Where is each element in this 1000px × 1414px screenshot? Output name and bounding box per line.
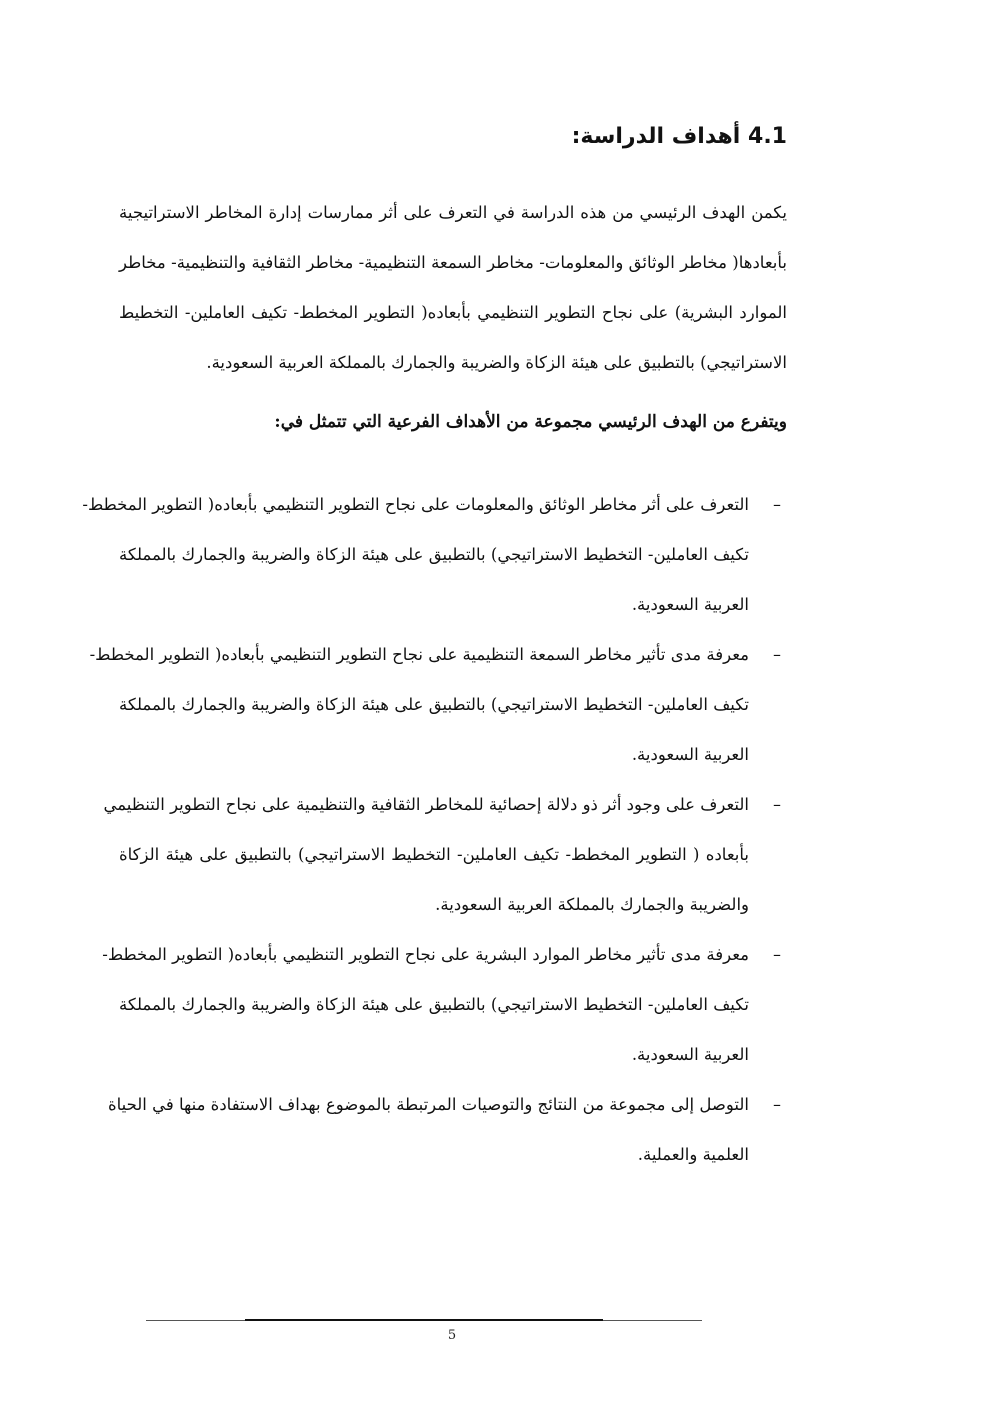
- objective-line: معرفة مدى تأثير مخاطر السمعة التنظيمية على نجاح التطوير التنظيمي بأبعاده( التطوير المخطط-: [89, 645, 749, 664]
- intro-line: الموارد البشرية) على نجاح التطوير التنظيمي بأبعاده( التطوير المخطط- تكيف العاملين- التخطيط: [119, 303, 787, 322]
- section-heading: 4.1 أهداف الدراسة:: [571, 124, 787, 149]
- objective-item: [82, 480, 787, 630]
- objective-line: تكيف العاملين- التخطيط الاستراتيجي) بالتطبيق على هيئة الزكاة والضريبة والجمارك بالمملكة: [119, 545, 749, 564]
- objectives-list: [82, 480, 787, 1180]
- dash-bullet-icon: –: [773, 1095, 781, 1114]
- dash-bullet-icon: –: [773, 645, 781, 664]
- objective-line: العلمية والعملية.: [637, 1145, 749, 1164]
- intro-line: يكمن الهدف الرئيسي من هذه الدراسة في التعرف على أثر ممارسات إدارة المخاطر الاستراتيجية: [119, 203, 787, 222]
- objective-line: تكيف العاملين- التخطيط الاستراتيجي) بالتطبيق على هيئة الزكاة والضريبة والجمارك بالمملكة: [119, 695, 749, 714]
- objective-line: والضريبة والجمارك بالمملكة العربية السعودية.: [435, 895, 749, 914]
- objective-line: العربية السعودية.: [631, 1045, 749, 1064]
- intro-line: الاستراتيجي) بالتطبيق على هيئة الزكاة والضريبة والجمارك بالمملكة العربية السعودية.: [206, 353, 787, 372]
- objective-line: التوصل إلى مجموعة من النتائج والتوصيات المرتبطة بالموضوع بهداف الاستفادة منها في الحياة: [107, 1095, 749, 1114]
- dash-bullet-icon: –: [773, 795, 781, 814]
- dash-bullet-icon: –: [773, 495, 781, 514]
- dash-bullet-icon: –: [773, 945, 781, 964]
- objective-line: بأبعاده ( التطوير المخطط- تكيف العاملين- التخطيط الاستراتيجي) بالتطبيق على هيئة الزكاة: [119, 845, 749, 864]
- footer-divider-accent: [245, 1319, 603, 1321]
- objective-line: العربية السعودية.: [631, 595, 749, 614]
- objective-item: [103, 780, 787, 930]
- objective-line: تكيف العاملين- التخطيط الاستراتيجي) بالتطبيق على هيئة الزكاة والضريبة والجمارك بالمملكة: [119, 995, 749, 1014]
- objective-line: العربية السعودية.: [631, 745, 749, 764]
- objective-line: معرفة مدى تأثير مخاطر الموارد البشرية على نجاح التطوير التنظيمي بأبعاده( التطوير المخطط-: [102, 945, 749, 964]
- objective-line: التعرف على وجود أثر ذو دلالة إحصائية للمخاطر الثقافية والتنظيمية على نجاح التطوير التنظيمي: [103, 795, 749, 814]
- intro-line: بأبعادها( مخاطر الوثائق والمعلومات- مخاطر السمعة التنظيمية- مخاطر الثقافية والتنظيمية- مخاطر: [119, 253, 787, 272]
- objective-item: [107, 1080, 787, 1180]
- objective-item: [89, 630, 787, 780]
- objective-item: [102, 930, 787, 1080]
- intro-paragraph: [119, 188, 787, 388]
- objective-line: التعرف على أثر مخاطر الوثائق والمعلومات على نجاح التطوير التنظيمي بأبعاده( التطوير المخطط-: [82, 495, 749, 514]
- objectives-subheading: ويتفرع من الهدف الرئيسي مجموعة من الأهداف الفرعية التي تتمثل في:: [274, 412, 787, 432]
- page-number: 5: [447, 1328, 457, 1343]
